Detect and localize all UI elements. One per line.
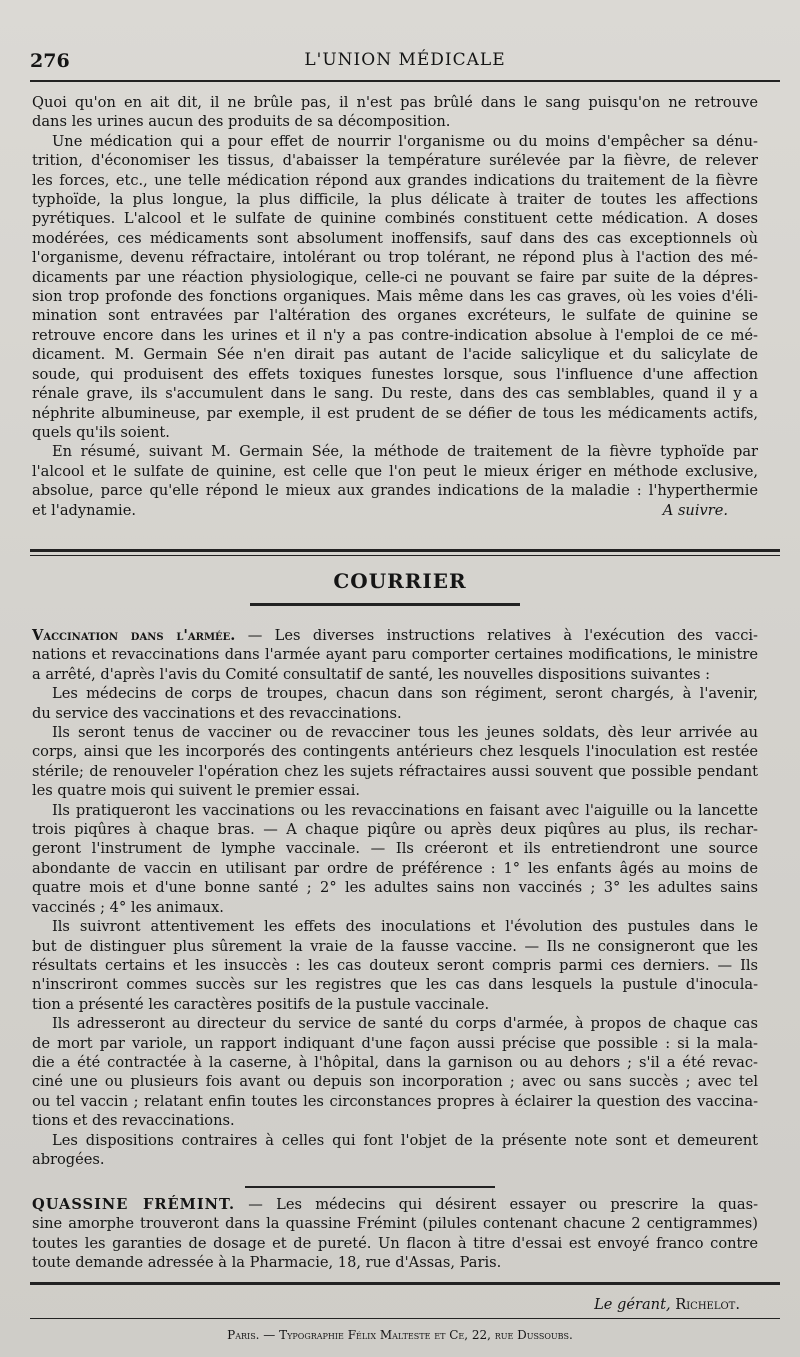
notice-line bbox=[32, 626, 758, 645]
article-line: rénale grave, ils s'accumulent dans le sang. Du reste, dans des cas semblables, quand il y a bbox=[32, 385, 758, 403]
notice-line: du service des vaccinations et des revaccinations. bbox=[32, 704, 402, 722]
article-line: trition, d'économiser les tissus, d'abaisser la température surélevée par la fièvre, de relever bbox=[32, 152, 758, 170]
article-line: dicaments par une réaction physiologique, celle-ci ne pouvant se faire par suite de la dépres- bbox=[32, 268, 758, 286]
article-line: quels qu'ils soient. bbox=[32, 423, 170, 441]
article-line: pyrétiques. L'alcool et le sulfate de quinine combinés constituent cette médication. A doses bbox=[32, 210, 758, 228]
article-line: sion trop profonde des fonctions organiques. Mais même dans les cas graves, où les voies d'éli- bbox=[32, 288, 758, 306]
title-ornament-rule bbox=[250, 603, 520, 606]
notice-line: abrogées. bbox=[32, 1150, 105, 1168]
article-line: modérées, ces médicaments sont absolument inoffensifs, sauf dans des cas exceptionnels où bbox=[32, 229, 758, 247]
article-line: et l'adynamie. bbox=[32, 501, 136, 519]
article-line: l'organisme, devenu réfractaire, intolérant ou trop tolérant, ne répond plus à l'action des mé- bbox=[32, 249, 758, 267]
signature-label: Le gérant, bbox=[594, 1296, 671, 1313]
notice-line: vaccinés ; 4° les animaux. bbox=[32, 898, 224, 916]
notice-line: Ils suivront attentivement les effets des inoculations et l'évolution des pustules dans le bbox=[52, 918, 758, 936]
quassine-notice bbox=[32, 1195, 758, 1273]
notice-heading: Vaccination dans l'armée. bbox=[32, 627, 236, 644]
notice-line: a arrêté, d'après l'avis du Comité consultatif de santé, les nouvelles dispositions suivantes : bbox=[32, 665, 711, 683]
article-line: Quoi qu'on en ait dit, il ne brûle pas, il n'est pas brûlé dans le sang puisqu'on ne retrouve bbox=[32, 94, 758, 111]
article-line: l'alcool et le sulfate de quinine, est celle que l'on peut le mieux ériger en méthode exclusive, bbox=[32, 462, 758, 480]
notice-line: die a été contractée à la caserne, à l'hôpital, dans la garnison ou au dehors ; s'il a été revac- bbox=[32, 1053, 758, 1071]
notice-line-text: — Les diverses instructions relatives à l'exécution des vacci- bbox=[247, 627, 758, 644]
section-rule-thin bbox=[30, 555, 780, 556]
notice-line: toute demande adressée à la Pharmacie, 18, rue d'Assas, Paris. bbox=[32, 1254, 502, 1272]
article-line: les forces, etc., une telle médication répond aux grandes indications du traitement de la fièvre bbox=[32, 171, 758, 189]
notice-line: n'inscriront commes succès sur les registres que les cas dans lesquels la pustule d'inocula- bbox=[32, 976, 758, 994]
notice-line: Ils seront tenus de vacciner ou de revacciner tous les jeunes soldats, dès leur arrivée au bbox=[52, 724, 758, 742]
notice-line: sine amorphe trouveront dans la quassine Frémint (pilules contenant chacune 2 centigrammes) bbox=[32, 1215, 758, 1233]
notice-line: tion a présenté les caractères positifs de la pustule vaccinale. bbox=[32, 995, 490, 1013]
section-rule bbox=[30, 549, 780, 552]
page-number: 276 bbox=[30, 50, 70, 72]
article-line: dans les urines aucun des produits de sa décomposition. bbox=[32, 113, 451, 131]
article-line: retrouve encore dans les urines et il n'y a pas contre-indication absolue à l'emploi de ce mé- bbox=[32, 326, 758, 344]
notice-line: Ils pratiqueront les vaccinations ou les revaccinations en faisant avec l'aiguille ou la lancette bbox=[52, 801, 758, 819]
notice-line: corps, ainsi que les incorporés des contingents antérieurs chez lesquels l'inoculation est restée bbox=[32, 743, 758, 761]
signature-name: Richelot. bbox=[675, 1296, 740, 1313]
article-line: Une médication qui a pour effet de nourrir l'organisme ou du moins d'empêcher sa dénu- bbox=[52, 132, 758, 150]
notice-line: les quatre mois qui suivent le premier essai. bbox=[32, 782, 361, 800]
article-line: mination sont entravées par l'altération des organes excréteurs, le sulfate de quinine se bbox=[32, 307, 758, 325]
notice-heading: QUASSINE FRÉMINT. bbox=[32, 1196, 236, 1213]
notice-line: abondante de vaccin en utilisant par ordre de préférence : 1° les enfants âgés au moins de bbox=[32, 859, 758, 877]
notice-line: toutes les garanties de dosage et de pureté. Un flacon à titre d'essai est envoyé franco contre bbox=[32, 1234, 758, 1252]
notice-line: résultats certains et les insuccès : les cas douteux seront compris parmi ces derniers. — Ils bbox=[32, 956, 758, 974]
notice-line-text: — Les médecins qui désirent essayer ou prescrire la quas- bbox=[248, 1196, 758, 1213]
vaccination-notice bbox=[32, 626, 758, 1169]
notice-line: geront l'instrument de lymphe vaccinale. — Ils créeront et ils entretiendront une source bbox=[32, 840, 758, 858]
footer-rule bbox=[30, 1282, 780, 1285]
printer-imprint: Paris. — Typographie Félix Malteste et Ce, 22, rue Dussoubs. bbox=[227, 1328, 573, 1342]
notice-line: nations et revaccinations dans l'armée ayant paru comporter certaines modifications, le ministre bbox=[32, 646, 758, 664]
article-line: En résumé, suivant M. Germain Sée, la méthode de traitement de la fièvre typhoïde par bbox=[52, 443, 758, 461]
notice-separator bbox=[245, 1186, 495, 1188]
notice-line: de mort par variole, un rapport indiquant d'une façon aussi précise que possible : si la mala- bbox=[32, 1034, 758, 1052]
section-title-courrier: COURRIER bbox=[333, 569, 467, 593]
article-closing-line bbox=[32, 501, 758, 520]
article-line: dicament. M. Germain Sée n'en dirait pas autant de l'acide salicylique et du salicylate de bbox=[32, 346, 758, 364]
article-line: néphrite albumineuse, par exemple, il est prudent de se défier de tous les médicaments actifs, bbox=[32, 404, 758, 422]
notice-line: Ils adresseront au directeur du service de santé du corps d'armée, à propos de chaque cas bbox=[52, 1015, 758, 1033]
page-header bbox=[30, 50, 780, 76]
notice-line: trois piqûres à chaque bras. — A chaque piqûre ou après deux piqûres au plus, ils rechar- bbox=[32, 821, 758, 839]
header-rule bbox=[30, 80, 780, 82]
notice-line: Les médecins de corps de troupes, chacun dans son régiment, seront chargés, à l'avenir, bbox=[52, 685, 758, 703]
notice-line: ciné une ou plusieurs fois avant ou depuis son incorporation ; avec ou sans succès ; avec tel bbox=[32, 1073, 758, 1091]
article-body bbox=[32, 93, 758, 520]
article-line: soude, qui produisent des effets toxiques funestes lorsque, sous l'influence d'une affection bbox=[32, 365, 758, 383]
article-line: typhoïde, la plus longue, la plus difficile, la plus délicate à traiter de toutes les affections bbox=[32, 191, 758, 209]
to-follow: A suivre. bbox=[662, 501, 728, 519]
notice-line: but de distinguer plus sûrement la vraie de la fausse vaccine. — Ils ne consigneront que les bbox=[32, 937, 758, 955]
notice-line: Les dispositions contraires à celles qui font l'objet de la présente note sont et demeurent bbox=[52, 1131, 758, 1149]
notice-line: quatre mois et d'une bonne santé ; 2° les adultes sains non vaccinés ; 3° les adultes sains bbox=[32, 879, 758, 897]
notice-line: stérile; de renouveler l'opération chez les sujets réfractaires aussi souvent que possible pendant bbox=[32, 762, 758, 780]
imprint-rule bbox=[30, 1318, 780, 1319]
notice-line: tions et des revaccinations. bbox=[32, 1112, 235, 1130]
notice-line bbox=[32, 1195, 758, 1214]
running-title: L'UNION MÉDICALE bbox=[304, 50, 506, 70]
signature bbox=[594, 1296, 740, 1313]
notice-line: ou tel vaccin ; relatant enfin toutes les circonstances propres à éclairer la question des vaccina- bbox=[32, 1092, 758, 1110]
article-line: absolue, parce qu'elle répond le mieux aux grandes indications de la maladie : l'hyperthermie bbox=[32, 482, 758, 500]
